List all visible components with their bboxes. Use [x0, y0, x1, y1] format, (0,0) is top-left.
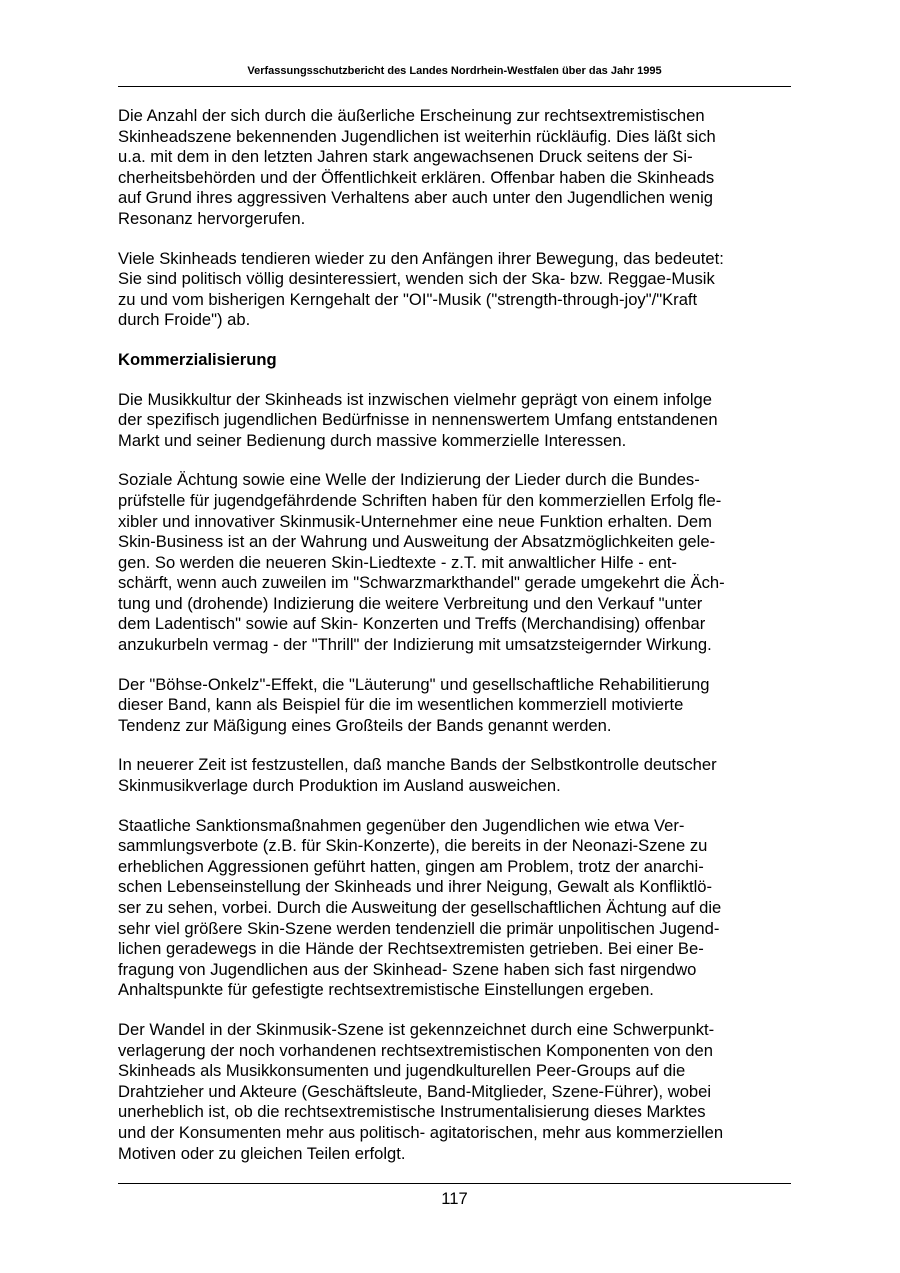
paragraph-7: Staatliche Sanktionsmaßnahmen gegenüber den Jugendlichen wie etwa Ver- sammlungsverbote (z.B. für Skin-Konzerte), die bereits in der Neonazi-Szene zu erheblichen Aggressionen geführt hatten, gingen am Problem, trotz der anarchi- schen Lebenseinstellung der Skinheads und ihrer Neigung, Gewalt als Konfliktlö- ser zu sehen, vorbei. Durch die Ausweitung der gesellschaftlichen Ächtung auf die sehr viel größere Skin-Szene werden tendenziell die primär unpolitischen Jugend- lichen geradewegs in die Hände der Rechtsextremisten getrieben. Bei einer Be- fragung von Jugendlichen aus der Skinhead- Szene haben sich fast nirgendwo Anhaltspunkte für gefestigte rechtsextremistische Einstellungen ergeben. [118, 815, 722, 1000]
page-number: 117 [441, 1189, 468, 1208]
paragraph-2: Viele Skinheads tendieren wieder zu den Anfängen ihrer Bewegung, das bedeutet: Sie sind politisch völlig desinteressiert, wenden sich der Ska- bzw. Reggae-Musik zu und vom bisherigen Kerngehalt der "OI"-Musik ("strength-through-joy"/"Kraft durch Froide") ab. [118, 248, 724, 330]
section-heading: Kommerzialisierung [118, 349, 277, 369]
paragraph-1: Die Anzahl der sich durch die äußerliche Erscheinung zur rechtsextremistischen Skinheadszene bekennenden Jugendlichen ist weiterhin rückläufig. Dies läßt sich u.a. mit dem in den letzten Jahren stark angewachsenen Druck seitens der Si- cherheitsbehörden und der Öffentlichkeit erklären. Offenbar haben die Skinheads auf Grund ihres aggressiven Verhaltens aber auch unter den Jugendlichen wenig Resonanz hervorgerufen. [118, 106, 716, 228]
header-divider [118, 86, 791, 87]
paragraph-4: Soziale Ächtung sowie eine Welle der Indizierung der Lieder durch die Bundes- prüfstelle für jugendgefährdende Schriften haben für den kommerziellen Erfolg fle- xibler und innovativer Skinmusik-Unternehmer eine neue Funktion erhalten. Dem Skin-Business ist an der Wahrung und Ausweitung der Absatzmöglichkeiten gele- gen. So werden die neueren Skin-Liedtexte - z.T. mit anwaltlicher Hilfe - ent- schärft, wenn auch zuweilen im "Schwarzmarkthandel" gerade umgekehrt die Äch- tung und (drohende) Indizierung die weitere Verbreitung und den Verkauf "unter dem Ladentisch" sowie auf Skin- Konzerten und Treffs (Merchandising) offenbar anzukurbeln vermag - der "Thrill" der Indizierung mit umsatzsteigernder Wirkung. [118, 470, 725, 655]
paragraph-3: Die Musikkultur der Skinheads ist inzwischen vielmehr geprägt von einem infolge der spezifisch jugendlichen Bedürfnisse in nennenswertem Umfang entstandenen Markt und seiner Bedienung durch massive kommerzielle Interessen. [118, 389, 718, 450]
paragraph-8: Der Wandel in der Skinmusik-Szene ist gekennzeichnet durch eine Schwerpunkt- verlagerung der noch vorhandenen rechtsextremistischen Komponenten von den Skinheads als Musikkonsumenten und jugendkulturellen Peer-Groups auf die Drahtzieher und Akteure (Geschäftsleute, Band-Mitglieder, Szene-Führer), wobei unerheblich ist, ob die rechtsextremistische Instrumentalisierung dieses Marktes und der Konsumenten mehr aus politisch- agitatorischen, mehr aus kommerziellen Motiven oder zu gleichen Teilen erfolgt. [118, 1019, 724, 1163]
paragraph-5: Der "Böhse-Onkelz"-Effekt, die "Läuterung" und gesellschaftliche Rehabilitierung dieser Band, kann als Beispiel für die im wesentlichen kommerziell motivierte Tendenz zur Mäßigung eines Großteils der Bands genannt werden. [118, 674, 710, 735]
running-header: Verfassungsschutzbericht des Landes Nordrhein-Westfalen über das Jahr 1995 [247, 65, 662, 77]
paragraph-6: In neuerer Zeit ist festzustellen, daß manche Bands der Selbstkontrolle deutscher Skinmusikverlage durch Produktion im Ausland ausweichen. [118, 755, 717, 796]
footer-divider [118, 1183, 791, 1184]
document-body [118, 106, 783, 1183]
